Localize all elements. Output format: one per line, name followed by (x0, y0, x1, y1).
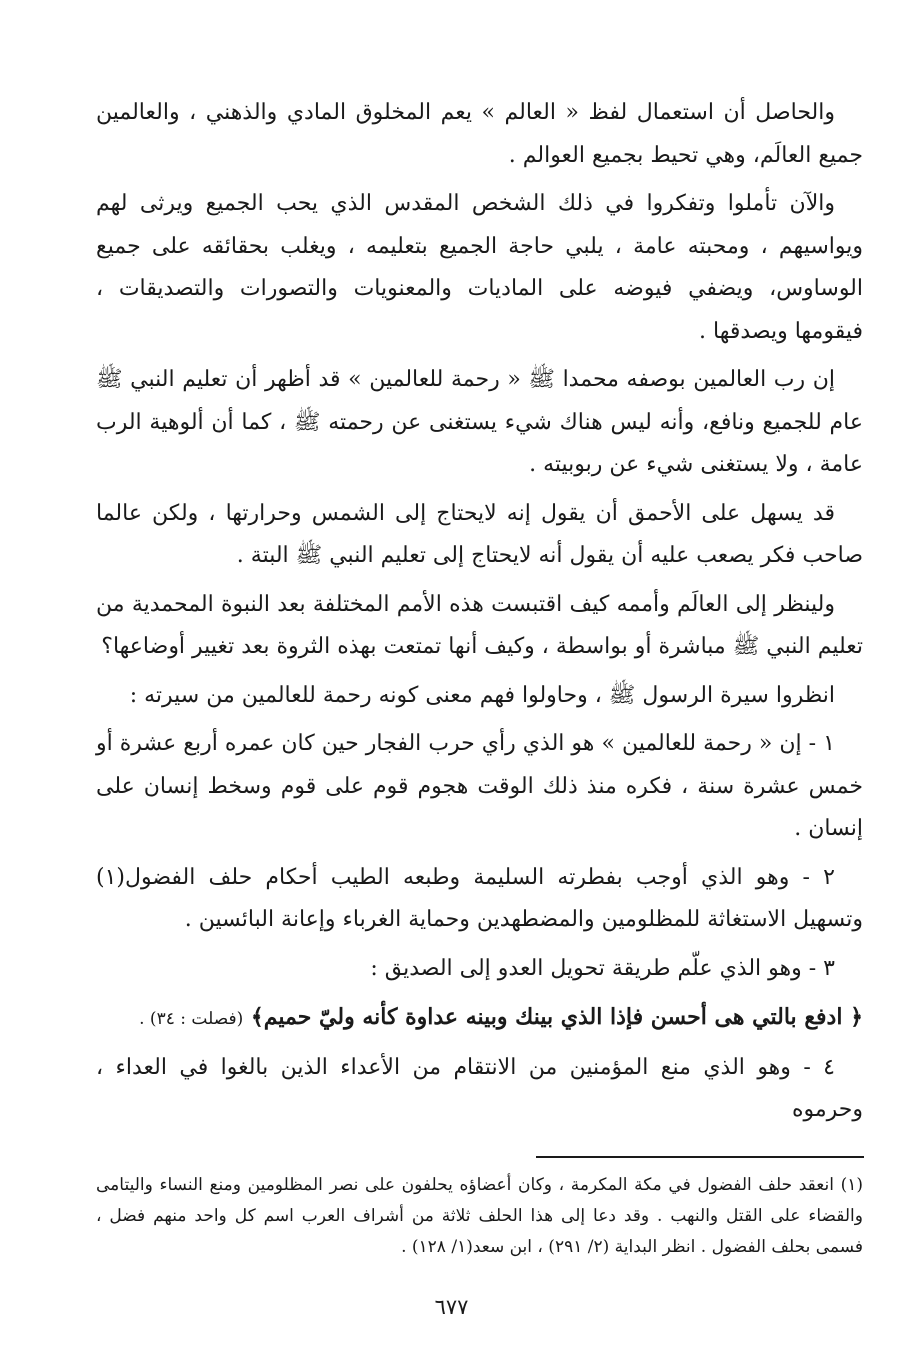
paragraph: ١ - إن « رحمة للعالمين » هو الذي رأي حرب الفجار حين كان عمره أربع عشرة أو خمس عشرة سنة ، فكره منذ ذلك الوقت هجوم قوم على قوم وسخط إنسان على إنسان . (96, 731, 863, 841)
paragraph: قد يسهل على الأحمق أن يقول إنه لايحتاج إلى الشمس وحرارتها ، ولكن عالما صاحب فكر يصعب عليه أن يقول أنه لايحتاج إلى تعليم النبي ﷺ البتة . (96, 500, 863, 568)
quote-text: ﴿ ادفع بالتي هى أحسن فإذا الذي بينك وبينه عداوة كأنه وليّ حميم﴾ (250, 1004, 863, 1030)
paragraph: والآن تأملوا وتفكروا في ذلك الشخص المقدس الذي يحب الجميع ويرثى لهم ويواسيهم ، ومحبته عامة ، يلبي حاجة الجميع بتعليمه ، ويغلب بحقائقه على جميع الوساوس، ويضفي فيوضه على الماديات والمعنويات والتصورات والتصديقات ، فيقومها ويصدقها . (96, 191, 863, 344)
footnotes (96, 1170, 863, 1263)
paragraph: ٢ - وهو الذي أوجب بفطرته السليمة وطبعه الطيب أحكام حلف الفضول(١) وتسهيل الاستغاثة للمظلومين والمضطهدين وحماية الغرباء وإعانة البائسين . (96, 864, 863, 932)
page-number: ٦٧٧ (434, 1295, 469, 1319)
quote-reference: (فصلت : ٣٤) . (139, 1009, 244, 1029)
paragraph: انظروا سيرة الرسول ﷺ ، وحاولوا فهم معنى كونه رحمة للعالمين من سيرته : (129, 682, 835, 708)
paragraph: إن رب العالمين بوصفه محمدا ﷺ « رحمة للعالمين » قد أظهر أن تعليم النبي ﷺ عام للجميع ونافع، وأنه ليس هناك شيء يستغنى عن رحمته ﷺ ، كما أن ألوهية الرب عامة ، ولا يستغنى شيء عن ربوبيته . (96, 367, 864, 477)
quran-quote (96, 996, 863, 1041)
paragraph: ولينظر إلى العالَم وأممه كيف اقتبست هذه الأمم المختلفة بعد النبوة المحمدية من تعليم النبي ﷺ مباشرة أو بواسطة ، وكيف أنها تمتعت بهذه الثروة بعد تغيير أوضاعها؟ (96, 591, 863, 659)
paragraph: والحاصل أن استعمال لفظ « العالم » يعم المخلوق المادي والذهني ، والعالمين جميع العالَم، وهي تحيط بجميع العوالم . (96, 100, 863, 168)
footnote: (١) انعقد حلف الفضول في مكة المكرمة ، وكان أعضاؤه يحلفون على نصر المظلومين ومنع النساء واليتامى والقضاء على القتل والنهب . وقد دعا إلى هذا الحلف ثلاثة من أشراف العرب اسم كل واحد منهم فضل ، فسمى بحلف الفضول . انظر البداية (٢/ ٢٩١) ، ابن سعد(١/ ١٢٨) . (96, 1175, 863, 1257)
main-text (96, 92, 863, 1138)
paragraph: ٤ - وهو الذي منع المؤمنين من الانتقام من الأعداء الذين بالغوا في العداء ، وحرموه (96, 1054, 863, 1122)
paragraph: ٣ - وهو الذي علّم طريقة تحويل العدو إلى الصديق : (370, 955, 835, 981)
footnote-divider (536, 1156, 864, 1158)
